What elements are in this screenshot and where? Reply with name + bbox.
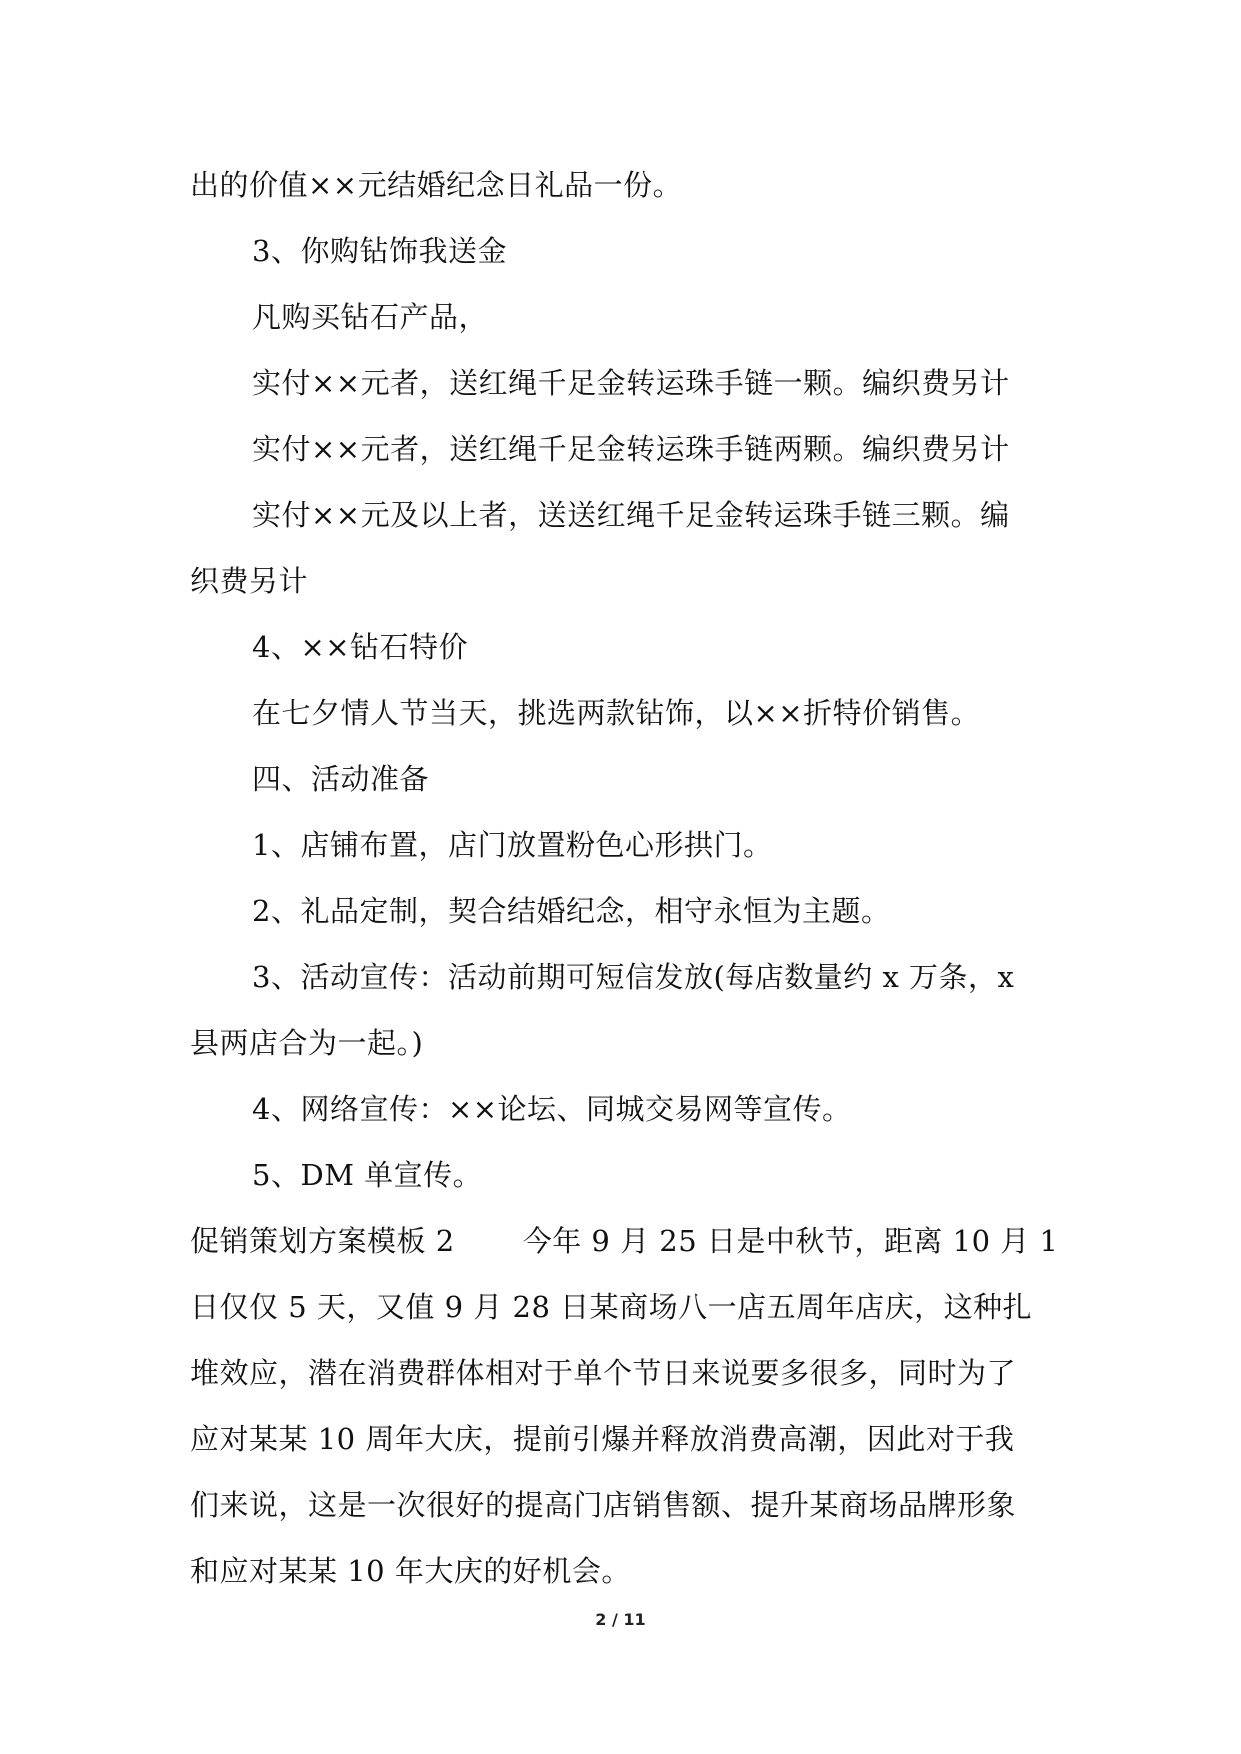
text-line: 应对某某 10 周年大庆，提前引爆并释放消费高潮，因此对于我	[190, 1422, 1015, 1456]
section-heading: 3、你购钻饰我送金	[252, 234, 507, 268]
section-heading: 四、活动准备	[252, 762, 430, 796]
text-line: 实付××元及以上者，送送红绳千足金转运珠手链三颗。编	[252, 498, 1010, 532]
text-line: 织费另计	[190, 564, 309, 598]
page-number: 2 / 11	[595, 1610, 646, 1629]
document-body	[190, 152, 1059, 1604]
list-item: 2、礼品定制，契合结婚纪念，相守永恒为主题。	[252, 894, 891, 928]
text-line: 堆效应，潜在消费群体相对于单个节日来说要多很多，同时为了	[190, 1356, 1017, 1390]
text-line: 实付××元者，送红绳千足金转运珠手链两颗。编织费另计	[252, 432, 1010, 466]
template-title-line: 促销策划方案模板 2 今年 9 月 25 日是中秋节，距离 10 月 1	[190, 1224, 1059, 1258]
text-line: 日仅仅 5 天，又值 9 月 28 日某商场八一店五周年店庆，这种扎	[190, 1290, 1033, 1324]
list-item: 5、DM 单宣传。	[252, 1158, 483, 1192]
text-line: 们来说，这是一次很好的提高门店销售额、提升某商场品牌形象	[190, 1488, 1017, 1522]
text-line: 出的价值××元结婚纪念日礼品一份。	[190, 168, 683, 202]
text-line: 县两店合为一起。)	[190, 1026, 424, 1060]
list-item: 1、店铺布置，店门放置粉色心形拱门。	[252, 828, 773, 862]
text-line: 凡购买钻石产品，	[252, 300, 489, 334]
text-line: 实付××元者，送红绳千足金转运珠手链一颗。编织费另计	[252, 366, 1010, 400]
section-heading: 4、××钻石特价	[252, 630, 469, 664]
list-item: 3、活动宣传：活动前期可短信发放(每店数量约 x 万条，x	[252, 960, 1015, 994]
list-item: 4、网络宣传：××论坛、同城交易网等宣传。	[252, 1092, 852, 1126]
text-line: 和应对某某 10 年大庆的好机会。	[190, 1554, 631, 1588]
text-line: 在七夕情人节当天，挑选两款钻饰，以××折特价销售。	[252, 696, 981, 730]
